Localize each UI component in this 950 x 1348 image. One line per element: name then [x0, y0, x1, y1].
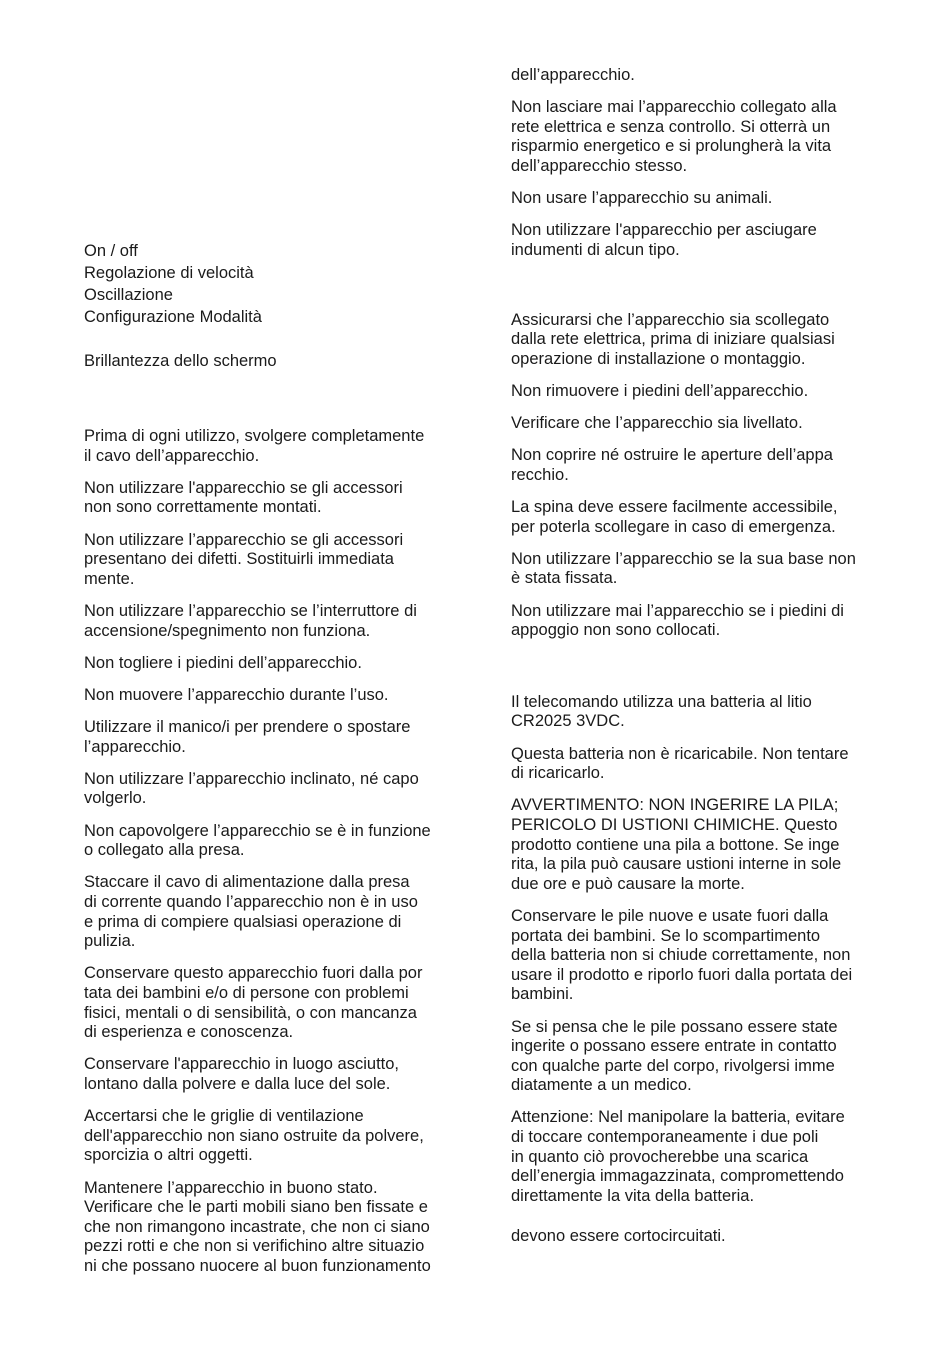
paragraph: Accertarsi che le griglie di ventilazione dell'apparecchio non siano ostruite da polvere, sporcizia o altri oggetti.	[84, 1107, 424, 1165]
paragraph: Non utilizzare l’apparecchio se l’interruttore di accensione/spegnimento non funziona.	[84, 601, 417, 640]
paragraph-final: devono essere cortocircuitati.	[511, 1227, 726, 1246]
paragraph: Non muovere l’apparecchio durante l’uso.	[84, 685, 389, 704]
right-column	[511, 66, 906, 1260]
paragraph: Non usare l’apparecchio su animali.	[511, 189, 773, 208]
left-column	[84, 240, 479, 1289]
control-on-off: On / off	[84, 242, 138, 260]
control-mode: Configurazione Modalità	[84, 308, 262, 326]
paragraph: Mantenere l’apparecchio in buono stato. Verificare che le parti mobili siano ben fissate e che non rimangono incastrate, che non ci siano pezzi rotti e che non si verifichino altre situazio ni che possano nuocere al buon funzionamento	[84, 1178, 431, 1275]
paragraph: Attenzione: Nel manipolare la batteria, evitare di toccare contemporaneamente i due poli in quanto ciò provocherebbe una scarica dell’energia immagazzinata, compromettendo direttamente la vita della batteria.	[511, 1108, 845, 1205]
paragraph: Se si pensa che le pile possano essere state ingerite o possano essere entrate in contatto con qualche parte del corpo, rivolgersi imme diatamente a un medico.	[511, 1017, 838, 1095]
paragraph: AVVERTIMENTO: NON INGERIRE LA PILA; PERICOLO DI USTIONI CHIMICHE. Questo prodotto contiene una pila a bottone. Se inge rita, la pila può causare ustioni interne in sole due ore e può causare la morte.	[511, 796, 842, 893]
paragraph: Utilizzare il manico/i per prendere o spostare l’apparecchio.	[84, 718, 411, 756]
paragraph: Conservare le pile nuove e usate fuori dalla portata dei bambini. Se lo scompartimento della batteria non si chiude correttamente, non usare il prodotto e riporlo fuori dalla portata dei bambini.	[511, 906, 853, 1004]
paragraph: Il telecomando utilizza una batteria al litio CR2025 3VDC.	[511, 692, 812, 731]
paragraph: Non togliere i piedini dell’apparecchio.	[84, 653, 362, 672]
paragraph: Non coprire né ostruire le aperture dell’appa recchio.	[511, 446, 833, 484]
paragraph: Questa batteria non è ricaricabile. Non tentare di ricaricarlo.	[511, 744, 849, 783]
paragraph: Conservare questo apparecchio fuori dalla por tata dei bambini e/o di persone con problemi fisici, mentali o di sensibilità, o con mancanza di esperienza e conoscenza.	[84, 964, 423, 1042]
control-speed: Regolazione di velocità	[84, 264, 254, 282]
paragraph: Conservare l'apparecchio in luogo asciutto, lontano dalla polvere e dalla luce del sole.	[84, 1055, 399, 1093]
controls-list	[84, 240, 479, 328]
paragraph: Assicurarsi che l’apparecchio sia scollegato dalla rete elettrica, prima di iniziare qualsiasi operazione di installazione o montaggio.	[511, 310, 835, 368]
control-oscillation: Oscillazione	[84, 286, 173, 304]
paragraph: Non utilizzare mai l’apparecchio se i piedini di appoggio non sono collocati.	[511, 601, 844, 640]
right-group-3	[511, 693, 906, 1207]
paragraph: Non utilizzare l’apparecchio se la sua base non è stata fissata.	[511, 549, 856, 588]
paragraph: La spina deve essere facilmente accessibile, per poterla scollegare in caso di emergenza.	[511, 498, 838, 536]
right-group-2	[511, 311, 906, 641]
paragraph: dell’apparecchio.	[511, 66, 635, 84]
paragraph: Non utilizzare l’apparecchio se gli accessori presentano dei difetti. Sostituirli immediata mente.	[84, 530, 404, 588]
paragraph: Non utilizzare l’apparecchio inclinato, né capo volgerlo.	[84, 769, 419, 808]
paragraph: Non rimuovere i piedini dell’apparecchio.	[511, 381, 809, 400]
paragraph: Staccare il cavo di alimentazione dalla presa di corrente quando l’apparecchio non è in uso e prima di compiere qualsiasi operazione di pulizia.	[84, 873, 418, 951]
paragraph: Verificare che l’apparecchio sia livellato.	[511, 414, 803, 433]
right-group-1	[511, 66, 906, 261]
paragraph: Non utilizzare l'apparecchio se gli accessori non sono correttamente montati.	[84, 478, 403, 517]
paragraph: Non utilizzare l'apparecchio per asciugare indumenti di alcun tipo.	[511, 221, 817, 259]
paragraph: Non capovolgere l’apparecchio se è in funzione o collegato alla presa.	[84, 821, 431, 860]
brightness-label: Brillantezza dello schermo	[84, 352, 277, 370]
paragraph: Non lasciare mai l’apparecchio collegato alla rete elettrica e senza controllo. Si otterrà un risparmio energetico e si prolungherà la vita dell’apparecchio stesso.	[511, 98, 837, 175]
paragraph: Prima di ogni utilizzo, svolgere completamente il cavo dell’apparecchio.	[84, 427, 425, 465]
